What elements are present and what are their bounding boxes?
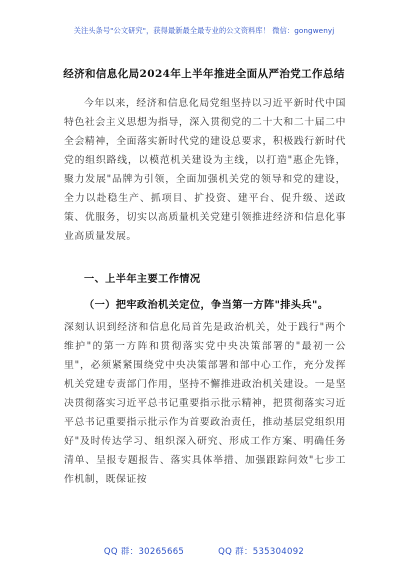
section-heading: 一、上半年主要工作情况 bbox=[84, 273, 201, 285]
subsection-heading: （一）把牢政治机关定位，争当第一方阵"排头兵"。 bbox=[84, 299, 329, 311]
footer-qq-group-right: QQ 群：535304092 bbox=[218, 547, 305, 557]
footer-qq-group-left: QQ 群：30265665 bbox=[103, 547, 185, 557]
body-paragraph: 深刻认识到经济和信息化局首先是政治机关，处于践行"两个维护"的第一方阵和贯彻落实党中央决策部署的"最初一公里"，必须紧紧围绕党中央决策部署和部中心工作，充分发挥机关党建专责部门作用，坚持不懈推进政治机关建设。一是坚决贯彻落实习近平总书记重要指示批示精神，把贯彻落实习近平总书记重要指示批示作为首要政治责任，推动基层党组织用好"及时传达学习、组织深入研究、形成工作方案、明确任务清单、呈报专题报告、落实具体举措、加强跟踪问效"七步工作机制，既保证按 bbox=[64, 322, 346, 485]
source-banner: 关注头条号"公文研究"，获得最新最全最专业的公文资料库！ 微信：gongwenyj bbox=[73, 26, 335, 35]
page-title: 经济和信息化局2024年上半年推进全面从严治党工作总结 bbox=[63, 68, 345, 80]
footer bbox=[0, 545, 408, 557]
intro-paragraph: 今年以来，经济和信息化局党组坚持以习近平新时代中国特色社会主义思想为指导，深入贯彻党的二十大和二十届二中全会精神，全面落实新时代党的建设总要求，积极践行新时代党的组织路线，以模范机关建设为主线，以打造"惠企先锋，聚力发展"品牌为引领，全面加强机关党的领导和党的建设，全力以赴稳生产、抓项目、扩投资、建平台、促升级、送政策、优服务，切实以高质量机关党建引领推进经济和信息化事业高质量发展。 bbox=[64, 98, 346, 242]
